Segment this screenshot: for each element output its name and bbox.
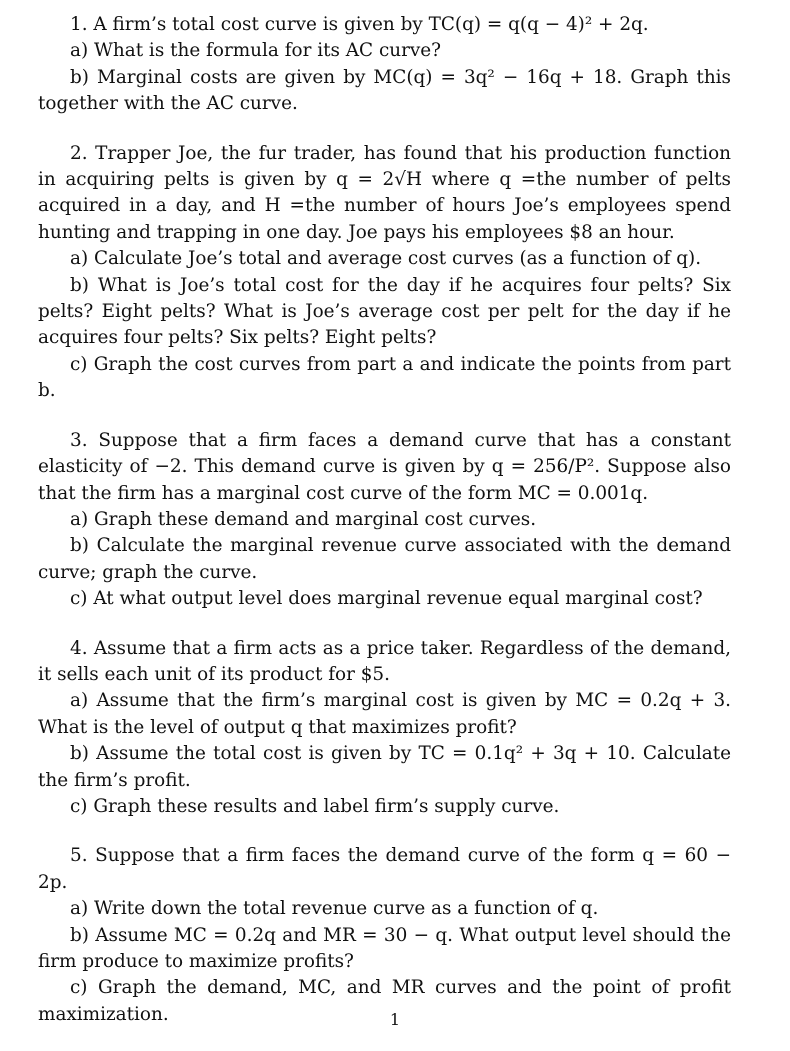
problem-2-part-b: b) What is Joe’s total cost for the day if he acquires four pelts? Six pelts? Eight pelts? What is Joe’s average cost per pelt for the day if he acquires four pelts? Six pelts? Eight pelts? (38, 274, 731, 349)
problem-3-part-b: b) Calculate the marginal revenue curve associated with the demand curve; graph the curve. (38, 535, 731, 583)
problem-2-part-a: a) Calculate Joe’s total and average cost curves (as a function of q). (70, 248, 702, 270)
problem-3-part-a: a) Graph these demand and marginal cost curves. (70, 508, 537, 530)
problem-4-part-c: c) Graph these results and label firm’s supply curve. (70, 795, 560, 817)
problem-3-part-c: c) At what output level does marginal revenue equal marginal cost? (70, 588, 703, 610)
problem-2-part-c: c) Graph the cost curves from part a and indicate the points from part b. (38, 353, 731, 402)
problem-5-part-a: a) Write down the total revenue curve as a function of q. (70, 898, 599, 920)
problem-2-statement: 2. Trapper Joe, the fur trader, has found that his production function in acquiring pelts is given by q = 2√H where q =the number of pelts acquired in a day, and H =the number of hours Joe’s employees spend hunting and trapping in one day. Joe pays his employees $8 an hour. (38, 142, 731, 243)
problem-5-statement: 5. Suppose that a firm faces the demand curve of the form q = 60 − 2p. (38, 845, 731, 893)
problem-1 (38, 12, 731, 118)
problem-1-part-a: a) What is the formula for its AC curve? (70, 40, 442, 62)
problem-4-part-a: a) Assume that the firm’s marginal cost is given by MC = 0.2q + 3. What is the level of output q that maximizes profit? (38, 690, 731, 738)
problem-1-part-b: b) Marginal costs are given by MC(q) = 3q² − 16q + 18. Graph this together with the AC curve. (38, 66, 731, 115)
problem-4-statement: 4. Assume that a firm acts as a price taker. Regardless of the demand, it sells each unit of its product for $5. (38, 637, 731, 685)
problem-3 (38, 428, 731, 613)
document-page (38, 12, 731, 1051)
problem-4-part-b: b) Assume the total cost is given by TC = 0.1q² + 3q + 10. Calculate the firm’s profit. (38, 743, 731, 791)
problem-5-part-b: b) Assume MC = 0.2q and MR = 30 − q. What output level should the firm produce to maximize profits? (38, 924, 731, 972)
page-number: 1 (389, 1010, 401, 1029)
problem-5 (38, 843, 731, 1028)
problem-2 (38, 141, 731, 405)
problem-1-statement: 1. A firm’s total cost curve is given by TC(q) = q(q − 4)² + 2q. (70, 14, 649, 35)
problem-4 (38, 636, 731, 821)
problem-5-part-c: c) Graph the demand, MC, and MR curves and the point of profit maximization. (38, 977, 731, 1025)
problem-3-statement: 3. Suppose that a firm faces a demand curve that has a constant elasticity of −2. This demand curve is given by q = 256/P². Suppose also that the firm has a marginal cost curve of the form MC = 0.001q. (38, 429, 731, 504)
